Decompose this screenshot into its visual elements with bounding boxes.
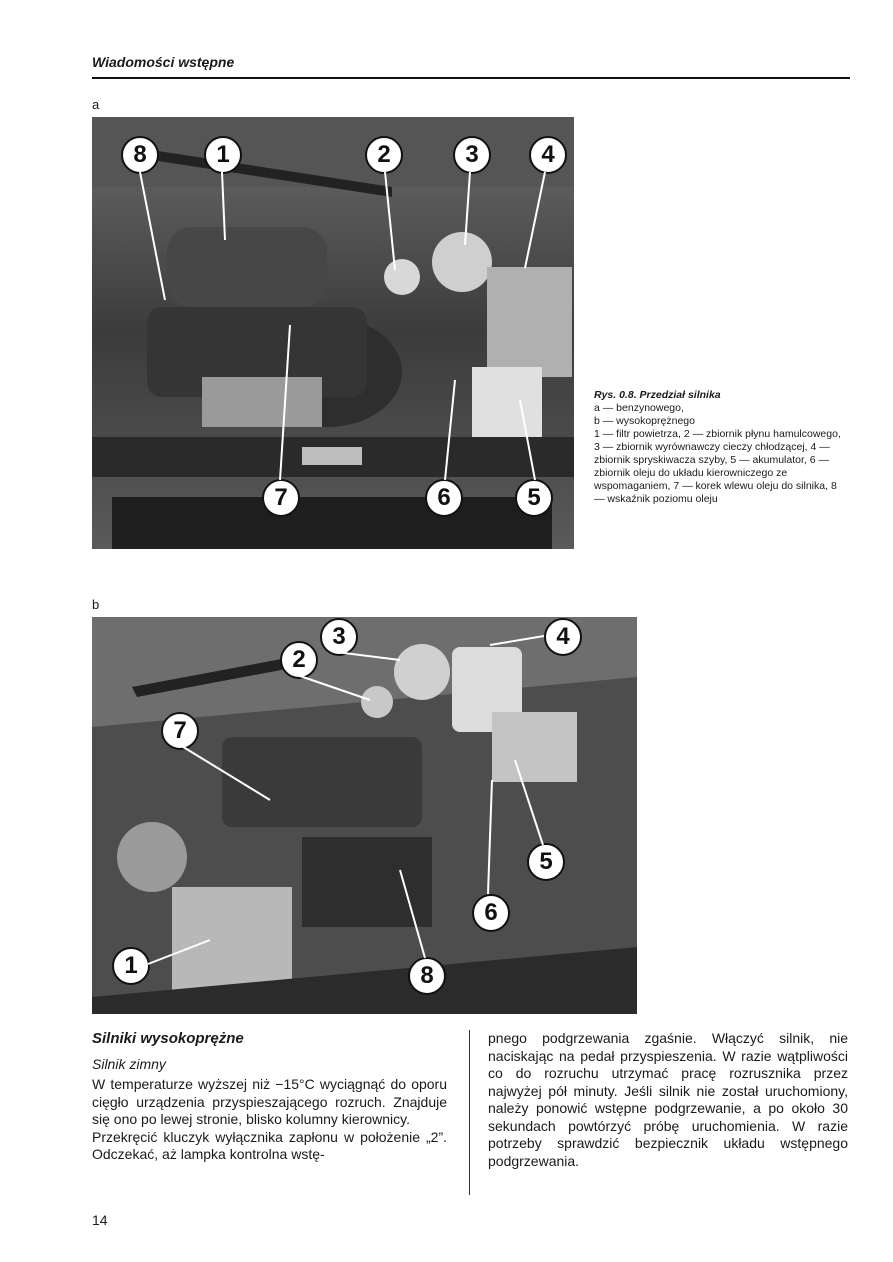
- caption-line: 1 — filtr powietrza, 2 — zbiornik płynu hamulcowego, 3 — zbiornik wyrównawczy cieczy chłodzącej, 4 — zbiornik spryskiwacza szyby, 5 — akumulator, 6 — zbiornik oleju do układu kierowniczego ze wspomaganiem, 7 — korek wlewu oleju do silnika, 8 — wskaźnik poziomu oleju: [594, 428, 841, 505]
- callout-b-6: 6: [472, 894, 510, 932]
- callout-a-1: 1: [204, 136, 242, 174]
- callout-b-2: 2: [280, 641, 318, 679]
- text-column-left: [92, 1030, 447, 1164]
- callout-a-5: 5: [515, 479, 553, 517]
- caption-title: Rys. 0.8. Przedział silnika: [594, 389, 721, 401]
- text-column-right: [488, 1030, 848, 1170]
- callout-b-8: 8: [408, 957, 446, 995]
- running-header: Wiadomości wstępne: [92, 54, 235, 70]
- callout-a-3: 3: [453, 136, 491, 174]
- callout-a-2: 2: [365, 136, 403, 174]
- paragraph: pnego podgrzewania zgaśnie. Włączyć silnik, nie naciskając na pedał przyspieszenia. W razie wątpliwości co do rozruchu utrzymać pracę rozrusznika przez najwyżej pół minuty. Jeśli silnik nie został uruchomiony, należy ponowić wstępne podgrzewanie, a po około 30 sekundach powtórzyć próbę uruchomienia. W razie potrzeby sprawdzić bezpiecznik układu wstępnego podgrzewania.: [488, 1030, 848, 1169]
- callout-a-6: 6: [425, 479, 463, 517]
- paragraph: Przekręcić kluczyk wyłącznika zapłonu w położenie „2”. Odczekać, aż lampka kontrolna wstę-: [92, 1128, 447, 1162]
- page-number: 14: [92, 1212, 108, 1228]
- panel-a-label: a: [92, 97, 100, 112]
- subsection-title: Silnik zimny: [92, 1055, 166, 1072]
- panel-b-label: b: [92, 597, 100, 612]
- callout-b-7: 7: [161, 712, 199, 750]
- caption-line: b — wysokoprężnego: [594, 415, 695, 427]
- callout-a-4: 4: [529, 136, 567, 174]
- callout-b-1: 1: [112, 947, 150, 985]
- section-title: Silniki wysokoprężne: [92, 1030, 244, 1047]
- callout-a-7: 7: [262, 479, 300, 517]
- callout-a-8: 8: [121, 136, 159, 174]
- paragraph: W temperaturze wyższej niż −15°C wyciągnąć do oporu cięgło urządzenia przyspieszającego rozruch. Znajduje się ono po lewej stronie, blisko kolumny kierownicy.: [92, 1076, 447, 1127]
- caption-line: a — benzynowego,: [594, 402, 684, 414]
- callout-b-4: 4: [544, 618, 582, 656]
- callout-b-5: 5: [527, 843, 565, 881]
- callout-b-3: 3: [320, 618, 358, 656]
- column-divider: [469, 1030, 470, 1195]
